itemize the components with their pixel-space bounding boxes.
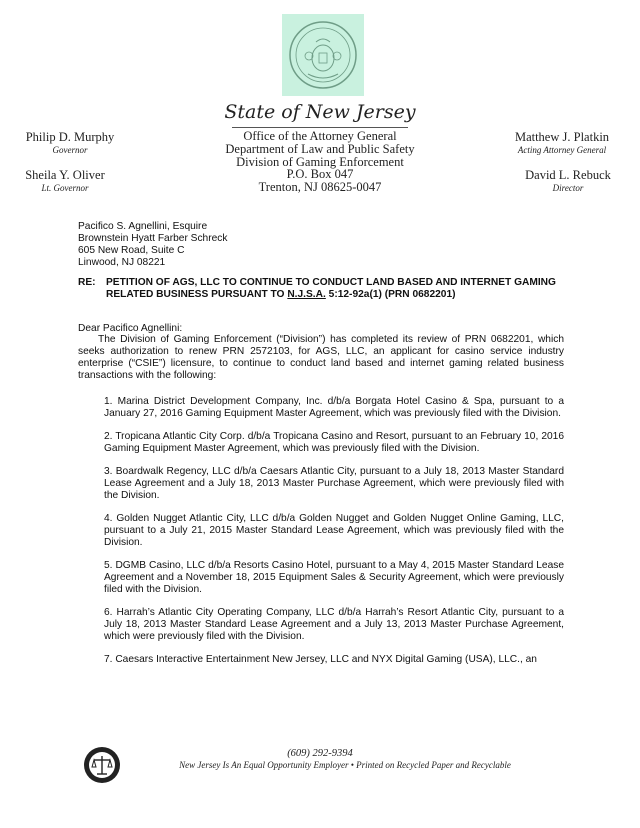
director-title: Director <box>552 183 584 193</box>
list-item <box>104 607 564 643</box>
re-text-end: 5:12-92a(1) (PRN 0682201) <box>325 289 456 300</box>
re-text-start: PETITION OF AGS, LLC TO CONTINUE TO CONDUCT LAND BASED AND INTERNET GAMING RELATED BUSINESS PURSUANT TO <box>106 277 556 300</box>
footer-statement: New Jersey Is An Equal Opportunity Employer • Printed on Recycled Paper and Recyclable <box>179 760 511 770</box>
governor-block <box>10 130 130 156</box>
governor-title: Governor <box>52 145 88 155</box>
recipient-address <box>78 221 564 269</box>
list-item <box>104 431 564 455</box>
office-line: Department of Law and Public Safety <box>225 141 415 156</box>
lt-governor-block <box>10 168 120 194</box>
justice-seal-icon <box>83 746 121 784</box>
list-item-text: 2. Tropicana Atlantic City Corp. d/b/a Tropicana Casino and Resort, pursuant to an February 10, 2016 Gaming Equipment Master Agreement, which was previously filed with the Division. <box>104 431 564 454</box>
state-title: State of New Jersey <box>224 101 416 123</box>
office-line: Office of the Attorney General <box>243 129 397 143</box>
footer-phone: (609) 292-9394 <box>287 748 353 759</box>
office-line: Trenton, NJ 08625-0047 <box>258 180 382 195</box>
re-statute: N.J.S.A. <box>287 289 326 300</box>
list-item-text: 3. Boardwalk Regency, LLC d/b/a Caesars Atlantic City, pursuant to a July 18, 2013 Master Standard Lease Agreement and a July 18, 2013 Master Purchase Agreement, which were previously filed with the Division. <box>104 466 564 501</box>
office-line: Division of Gaming Enforcement <box>236 154 404 169</box>
list-item <box>104 466 564 502</box>
attorney-general-block <box>492 130 632 156</box>
agreement-list <box>104 396 564 677</box>
list-item-text: 6. Harrah’s Atlantic City Operating Company, LLC d/b/a Harrah’s Resort Atlantic City, pursuant to a July 18, 2013 Master Standard Lease Agreement and a July 13, 2013 Master Purchase Agreement, which were previously filed with the Division. <box>104 607 564 642</box>
re-text <box>106 277 564 301</box>
state-seal-icon <box>282 14 364 96</box>
governor-name: Philip D. Murphy <box>25 130 115 144</box>
intro-text: The Division of Gaming Enforcement (“Division”) has completed its review of PRN 0682201, which seeks authorization to renew PRN 2572103, for AGS, LLC, an applicant for casino service industry enterprise (“CSIE”) licensure, to continue to conduct land based and internet gaming related business transactions with the following: <box>78 334 564 381</box>
address-line: Pacifico S. Agnellini, Esquire <box>78 221 208 232</box>
director-block <box>508 168 628 194</box>
address-line: Brownstein Hyatt Farber Schreck <box>78 233 228 244</box>
attorney-general-name: Matthew J. Platkin <box>514 130 610 144</box>
intro-paragraph <box>78 334 564 382</box>
header-divider <box>232 127 408 128</box>
lt-governor-title: Lt. Governor <box>41 183 89 193</box>
salutation: Dear Pacifico Agnellini: <box>78 323 183 334</box>
list-item <box>104 513 564 549</box>
list-item-text: 5. DGMB Casino, LLC d/b/a Resorts Casino Hotel, pursuant to a May 4, 2015 Master Standard Lease Agreement and a November 18, 2015 Equipment Sales & Security Agreement, which were previously filed with the Division. <box>104 560 564 595</box>
list-item <box>104 396 564 420</box>
subject-line <box>78 277 564 301</box>
list-item <box>104 654 564 666</box>
office-address-block <box>170 130 470 194</box>
address-line: Linwood, NJ 08221 <box>78 257 166 268</box>
director-name: David L. Rebuck <box>525 168 611 182</box>
lt-governor-name: Sheila Y. Oliver <box>25 168 105 182</box>
list-item-text: 1. Marina District Development Company, Inc. d/b/a Borgata Hotel Casino & Spa, pursuant to a January 27, 2016 Gaming Equipment Master Agreement, which was previously filed with the Division. <box>104 396 564 419</box>
list-item-text: 4. Golden Nugget Atlantic City, LLC d/b/a Golden Nugget and Golden Nugget Online Gaming, LLC, pursuant to a July 21, 2015 Master Standard Lease Agreement, which was previously filed with the Division. <box>104 513 564 548</box>
office-line: P.O. Box 047 <box>286 167 354 182</box>
list-item-text: 7. Caesars Interactive Entertainment New Jersey, LLC and NYX Digital Gaming (USA), LLC., an <box>104 654 537 665</box>
list-item <box>104 560 564 596</box>
re-label: RE: <box>78 277 96 288</box>
address-line: 605 New Road, Suite C <box>78 245 185 256</box>
attorney-general-title: Acting Attorney General <box>517 145 607 155</box>
